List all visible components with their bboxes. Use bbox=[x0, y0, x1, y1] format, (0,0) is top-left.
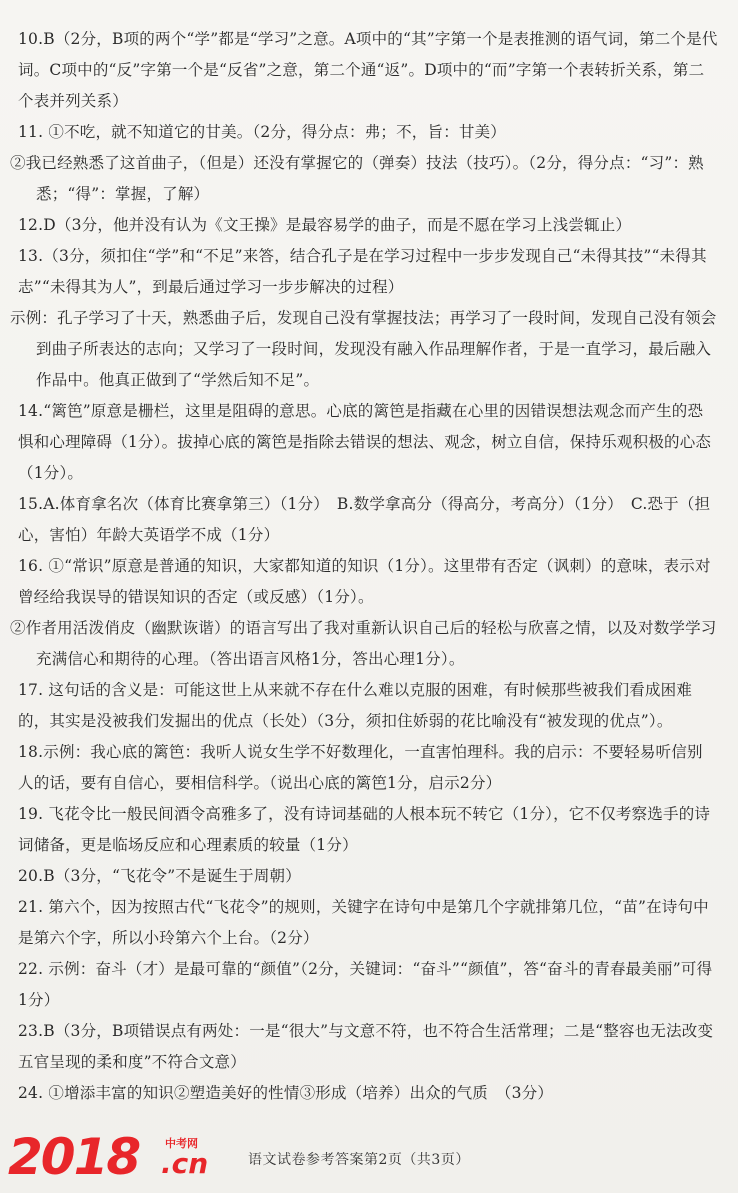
page-number-info: 语文试卷参考答案第2页（共3页） bbox=[248, 1152, 470, 1168]
answer-20: 20.B（3分，“飞花令”不是诞生于周朝） bbox=[18, 867, 301, 885]
answer-19: 19. 飞花令比一般民间酒令高雅多了，没有诗词基础的人根本玩不转它（1分），它不仅考察选手的诗词储备，更是临场反应和心理素质的较量（1分） bbox=[18, 805, 711, 854]
answer-content bbox=[10, 24, 718, 1109]
answer-16-1: 16. ①“常识”原意是普通的知识，大家都知道的知识（1分）。这里带有否定（讽刺）的意味，表示对曾经给我误导的错误知识的否定（或反感）（1分）。 bbox=[18, 557, 711, 606]
answer-22: 22. 示例：奋斗（才）是最可靠的“颜值”（2分，关键词：“奋斗”“颜值”，答“奋斗的青春最美丽”可得1分） bbox=[18, 960, 713, 1009]
answer-17: 17. 这句话的含义是：可能这世上从来就不存在什么难以克服的困难，有时候那些被我们看成困难的，其实是没被我们发掘出的优点（长处）（3分，须扣住娇弱的花比喻没有“被发现的优点”）。 bbox=[18, 681, 693, 730]
answer-16-2: ②作者用活泼俏皮（幽默诙谐）的语言写出了我对重新认识自己后的轻松与欣喜之情，以及对数学学习充满信心和期待的心理。（答出语言风格1分，答出心理1分）。 bbox=[10, 619, 717, 668]
answer-11-2: ②我已经熟悉了这首曲子，（但是）还没有掌握它的（弹奏）技法（技巧）。（2分，得分点：“习”：熟悉；“得”：掌握，了解） bbox=[10, 154, 704, 203]
answer-13-1: 13.（3分，须扣住“学”和“不足”来答，结合孔子是在学习过程中一步步发现自己“未得其技”“未得其志”“未得其为人”，到最后通过学习一步步解决的过程） bbox=[18, 247, 707, 296]
answer-13-2: 示例：孔子学习了十天，熟悉曲子后，发现自己没有掌握技法；再学习了一段时间，发现自己没有领会到曲子所表达的志向；又学习了一段时间，发现没有融入作品理解作者，于是一直学习，最后融入作品中。他真正做到了“学然后知不足”。 bbox=[10, 309, 717, 389]
page-footer bbox=[0, 1125, 738, 1193]
answer-15: 15.A.体育拿名次（体育比赛拿第三）（1分） B.数学拿高分（得高分，考高分）（1分） C.恐于（担心，害怕）年龄大英语学不成（1分） bbox=[18, 495, 711, 544]
answer-23: 23.B（3分，B项错误点有两处：一是“很大”与文意不符，也不符合生活常理；二是“整容也无法改变五官呈现的柔和度”不符合文意） bbox=[18, 1022, 714, 1071]
logo-number: 2018 bbox=[8, 1128, 140, 1186]
answer-10: 10.B（2分，B项的两个“学”都是“学习”之意。A项中的“其”字第一个是表推测的语气词，第二个是代词。C项中的“反”字第一个是“反省”之意，第二个通“返”。D项中的“而”字第一个表转折关系，第二个表并列关系） bbox=[18, 30, 718, 110]
answer-21: 21. 第六个，因为按照古代“飞花令”的规则，关键字在诗句中是第几个字就排第几位，“苗”在诗句中是第六个字，所以小玲第六个上台。（2分） bbox=[18, 898, 709, 947]
site-logo[interactable] bbox=[8, 1129, 208, 1185]
logo-domain: .cn bbox=[161, 1147, 209, 1180]
answer-24: 24. ①增添丰富的知识②塑造美好的性情③形成（培养）出众的气质 （3分） bbox=[18, 1084, 554, 1102]
answer-12: 12.D（3分，他并没有认为《文王操》是最容易学的曲子，而是不愿在学习上浅尝辄止） bbox=[18, 216, 632, 234]
answer-18: 18.示例：我心底的篱笆：我听人说女生学不好数理化，一直害怕理科。我的启示：不要轻易听信别人的话，要有自信心，要相信科学。（说出心底的篱笆1分，启示2分） bbox=[18, 743, 703, 792]
logo-site-name: 中考网 bbox=[165, 1137, 198, 1150]
answer-11-1: 11. ①不吃，就不知道它的甘美。（2分，得分点：弗；不，旨：甘美） bbox=[18, 123, 506, 141]
answer-14: 14.“篱笆”原意是栅栏，这里是阻碍的意思。心底的篱笆是指藏在心里的因错误想法观念而产生的恐惧和心理障碍（1分）。拔掉心底的篱笆是指除去错误的想法、观念，树立自信，保持乐观积极的心态（1分）。 bbox=[18, 402, 712, 482]
